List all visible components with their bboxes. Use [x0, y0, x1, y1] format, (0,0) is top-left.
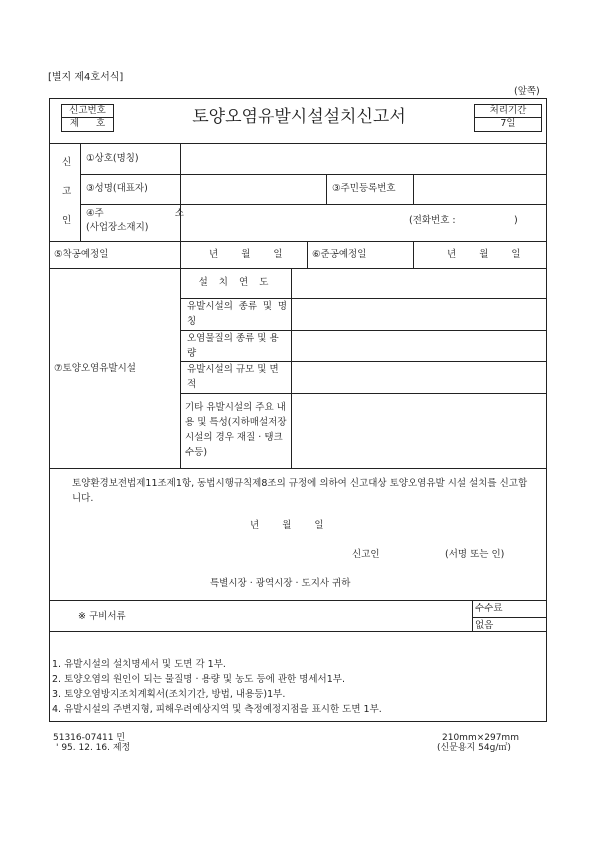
receipt-number-label: 신고번호	[69, 105, 106, 116]
facility-other-field[interactable]	[292, 394, 546, 468]
fee-value: 없음	[475, 620, 494, 631]
address-field[interactable]	[181, 205, 546, 241]
facility-type-label: 유발시설의 종류 및 명칭	[187, 301, 287, 327]
processing-period-value: 7일	[500, 118, 516, 129]
facility-type-field[interactable]	[292, 299, 546, 330]
facility-scale-label: 유발시설의 규모 및 면적	[187, 364, 279, 390]
document-item: 3. 토양오염방지조치계획서(조치기간, 방법, 내용등)1부.	[52, 689, 286, 700]
declaration-text: 토양환경보전법제11조제1항, 동법시행규칙제8조의 규정에 의하여 신고대상 토양오염유발 시설 설치를 신고합니다.	[72, 478, 528, 504]
declaration-date[interactable]: 년 월 일	[250, 520, 324, 531]
address-label: ④주 소	[86, 208, 184, 219]
pollutant-label: 오염물질의 종류 및 용량	[187, 333, 279, 359]
facility-other-label: 기타 유발시설의 주요 내용 및 특성(지하매설저장시설의 경우 재질 · 탱크수등)	[185, 402, 287, 458]
applicant-section-label: 인	[62, 215, 72, 226]
required-documents-label: ※ 구비서류	[78, 611, 126, 622]
start-date-label: ⑤착공예정일	[54, 249, 109, 260]
document-item: 4. 유발시설의 주변지형, 피해우려예상지역 및 측정예정지점을 표시한 도면 1부.	[52, 704, 382, 715]
document-item: 1. 유발시설의 설치명세서 및 도면 각 1부.	[52, 659, 226, 670]
facility-scale-field[interactable]	[292, 362, 546, 393]
facility-section-label: ⑦토양오염유발시설	[54, 363, 136, 374]
phone-close: )	[514, 215, 518, 226]
applicant-section-label: 신	[62, 157, 72, 168]
install-year-label: 설 치 연 도	[198, 277, 273, 288]
representative-name-field[interactable]	[181, 175, 326, 204]
applicant-section-label: 고	[62, 186, 72, 197]
completion-date-value[interactable]: 년 월 일	[447, 249, 521, 260]
business-name-label: ①상호(명칭)	[86, 153, 139, 164]
signature-placeholder[interactable]: (서명 또는 인)	[445, 549, 505, 560]
start-date-value[interactable]: 년 월 일	[209, 249, 283, 260]
processing-period-label: 처리기간	[489, 105, 527, 116]
enactment-date: ' 95. 12. 16. 제정	[56, 743, 131, 753]
address-sublabel: (사업장소재지)	[86, 222, 149, 233]
completion-date-label: ⑥준공예정일	[312, 249, 367, 260]
resident-number-field[interactable]	[414, 175, 546, 204]
fee-label: 수수료	[475, 603, 503, 614]
receipt-number-value: 제 호	[69, 118, 106, 129]
form-number-label: [별지 제4호서식]	[48, 72, 124, 83]
document-item: 2. 토양오염의 원인이 되는 물질명 · 용량 및 농도 등에 관한 명세서1부.	[52, 674, 345, 685]
applicant-signature-label: 신고인	[352, 549, 380, 560]
paper-size: 210mm×297mm	[442, 733, 519, 743]
form-code: 51316-07411 민	[53, 733, 126, 743]
page-side-label: (앞쪽)	[514, 86, 540, 97]
business-name-field[interactable]	[181, 144, 546, 174]
representative-name-label: ③성명(대표자)	[86, 183, 148, 194]
form-title: 토양오염유발시설설치신고서	[192, 107, 406, 127]
phone-label: (전화번호 :	[409, 215, 456, 226]
resident-number-label: ③주민등록번호	[332, 183, 396, 194]
pollutant-field[interactable]	[292, 331, 546, 361]
install-year-field[interactable]	[292, 269, 546, 298]
paper-type: (신문용지 54g/㎡)	[437, 743, 511, 753]
recipient-label: 특별시장 · 광역시장 · 도지사 귀하	[210, 578, 351, 589]
